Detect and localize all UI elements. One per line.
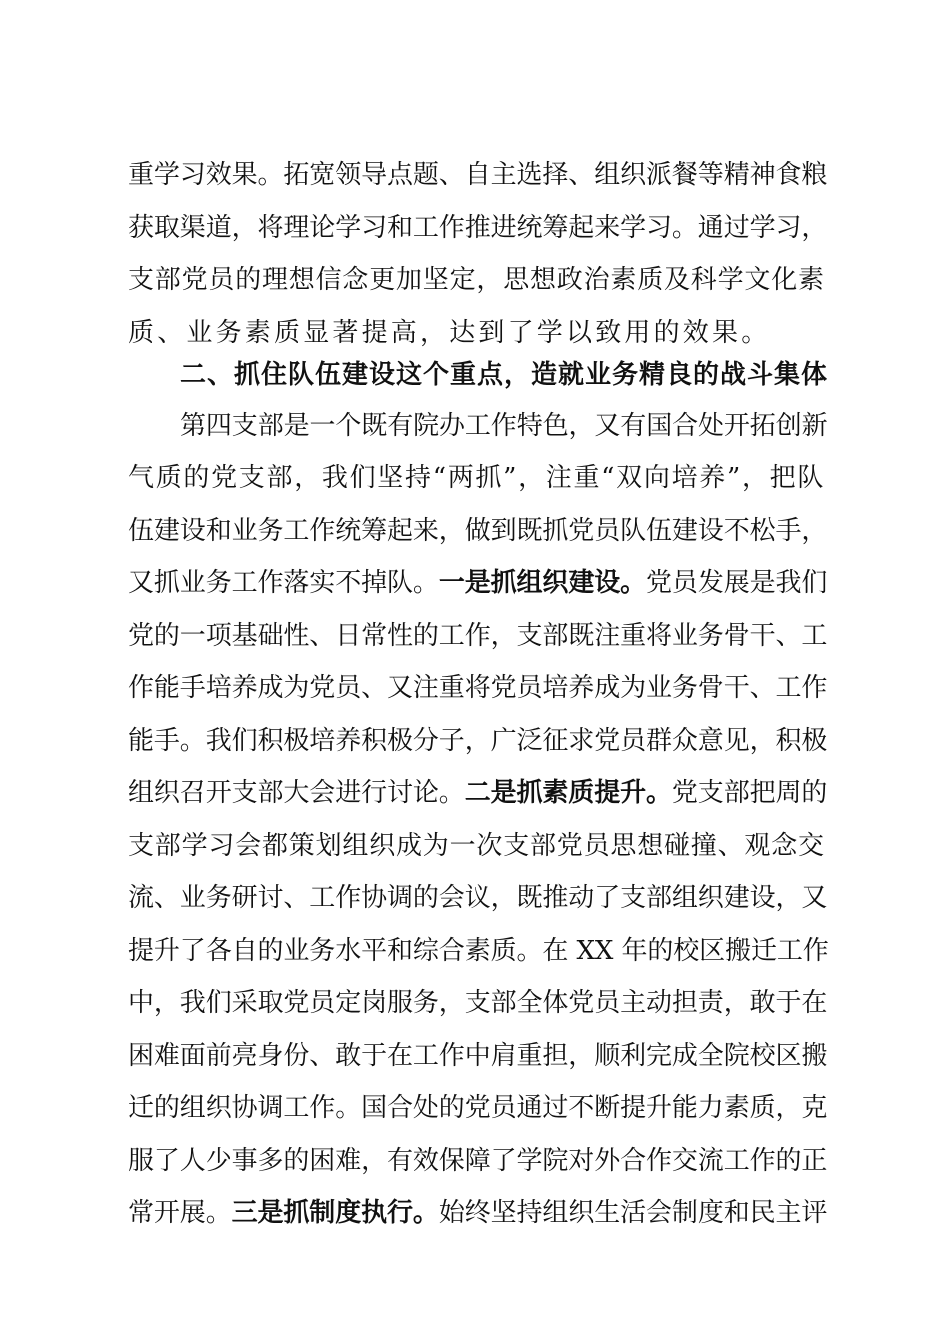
emphasis-point-one: 一是抓组织建设。 [438, 568, 647, 598]
line-segment: 常开展。 [128, 1198, 232, 1228]
paragraph-line: 气质的党支部，我们坚持“两抓”，注重“双向培养”，把队 [128, 463, 826, 493]
emphasis-point-two: 二是抓素质提升。 [464, 778, 672, 808]
paragraph-line: 中，我们采取党员定岗服务，支部全体党员主动担责，敢于在 [128, 988, 828, 1018]
line-segment: 组织召开支部大会进行讨论。 [128, 778, 465, 808]
line-segment: 又抓业务工作落实不掉队。 [128, 568, 439, 598]
paragraph-line: 获取渠道，将理论学习和工作推进统筹起来学习。通过学习， [128, 213, 828, 243]
paragraph-line: 党的一项基础性、日常性的工作，支部既注重将业务骨干、工 [128, 621, 828, 651]
paragraph-line: 支部学习会都策划组织成为一次支部党员思想碰撞、观念交 [128, 831, 825, 861]
paragraph-line: 重学习效果。拓宽领导点题、自主选择、组织派餐等精神食粮 [128, 160, 828, 190]
paragraph-line: 服了人少事多的困难，有效保障了学院对外合作交流工作的正 [128, 1146, 828, 1176]
paragraph-line: 流、业务研讨、工作协调的会议，既推动了支部组织建设，又 [128, 883, 828, 913]
paragraph-line [128, 1193, 828, 1233]
line-segment: 党员发展是我们 [646, 568, 828, 598]
paragraph-line [128, 773, 828, 813]
paragraph-line: 迁的组织协调工作。国合处的党员通过不断提升能力素质，克 [128, 1093, 828, 1123]
paragraph-line: 提升了各自的业务水平和综合素质。在 XX 年的校区搬迁工作 [128, 936, 829, 966]
paragraph-line [128, 563, 828, 603]
emphasis-point-three: 三是抓制度执行。 [231, 1198, 439, 1228]
section-heading: 二、抓住队伍建设这个重点，造就业务精良的战斗集体 [180, 360, 829, 390]
paragraph-line: 作能手培养成为党员、又注重将党员培养成为业务骨干、工作 [128, 673, 828, 703]
paragraph-line: 质、业务素质显著提高，达到了学以致用的效果。 [128, 318, 771, 348]
paragraph-line: 第四支部是一个既有院办工作特色，又有国合处开拓创新 [180, 411, 828, 441]
paragraph-line: 困难面前亮身份、敢于在工作中肩重担，顺利完成全院校区搬 [128, 1041, 828, 1071]
line-segment: 始终坚持组织生活会制度和民主评 [438, 1198, 828, 1228]
line-segment: 党支部把周的 [671, 778, 828, 808]
paragraph-line: 伍建设和业务工作统筹起来，做到既抓党员队伍建设不松手， [128, 516, 828, 546]
paragraph-line: 能手。我们积极培养积极分子，广泛征求党员群众意见，积极 [128, 726, 828, 756]
paragraph-line: 支部党员的理想信念更加坚定，思想政治素质及科学文化素 [128, 265, 825, 295]
